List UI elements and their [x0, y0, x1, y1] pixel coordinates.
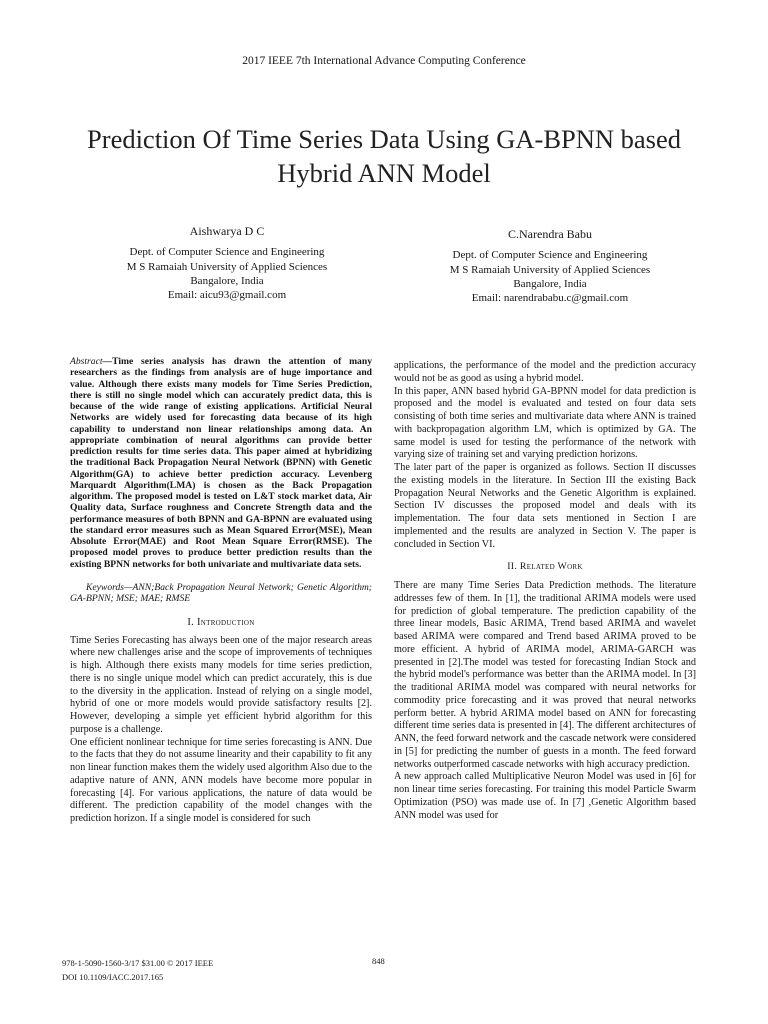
author-email: Email: narendrababu.c@gmail.com: [471, 292, 629, 305]
right-column: [394, 360, 696, 822]
author-department: Dept. of Computer Science and Engineering: [129, 246, 325, 259]
author-email: Email: aicu93@gmail.com: [167, 289, 287, 302]
footer-copyright: [62, 956, 213, 984]
keywords: Keywords—ANN;Back Propagation Neural Network; Genetic Algorithm; GA-BPNN; MSE; MAE; RMSE: [70, 581, 372, 605]
author-block-2: [395, 227, 705, 305]
intro-paragraph-3: applications, the performance of the model and the prediction accuracy would not be as good as using a hybrid model.: [394, 360, 696, 384]
author-department: Dept. of Computer Science and Engineering: [452, 249, 648, 262]
page-number: 848: [372, 956, 385, 966]
section-heading-introduction: I. Introduction: [187, 616, 255, 628]
author-university: M S Ramaiah University of Applied Sciences: [126, 260, 328, 273]
author-university: M S Ramaiah University of Applied Sciences: [449, 263, 651, 276]
author-name: Aishwarya D C: [189, 224, 265, 238]
paper-title: Prediction Of Time Series Data Using GA-BPNN based Hybrid ANN Model: [87, 124, 681, 188]
author-block-1: [77, 224, 377, 302]
abstract: [70, 356, 372, 570]
intro-paragraph-4: In this paper, ANN based hybrid GA-BPNN model for data prediction is proposed and the model is evaluated and tested on four data sets consisting of both time series and multivariate data where ANN is trained with backpropagation algorithm LM, which is optimized by GA. The same model is used for testing the performance of the network with varying size of training set and varying prediction horizons.: [394, 385, 696, 461]
footer-doi: DOI 10.1109/IACC.2017.165: [62, 972, 164, 982]
author-name: C.Narendra Babu: [508, 227, 592, 241]
author-location: Bangalore, India: [190, 274, 264, 287]
abstract-text: —Time series analysis has drawn the attention of many researchers as the findings from analysis are of huge importance and value. Although there exists many models for Time Series Prediction, there is still no single model which can accurately predict data, this is because of the wide range of existing applications. Artificial Neural Networks are widely used for forecasting data because of its high capability to understand non linear relationships among data. An appropriate combination of neural algorithms can provide better prediction results for time series data. This paper aimed at hybridizing the traditional Back Propagation Neural Network (BPNN) with Genetic Algorithm(GA) to achieve better prediction accuracy. Levenberg Marquardt Algorithm(LMA) is chosen as the Back Propagation algorithm. The proposed model is tested on L&T stock market data, Air Quality data, Surface roughness and Concrete Strength data and the performance measures of both BPNN and GA-BPNN are evaluated using the standard error measures such as Mean Squared Error(MSE), Mean Absolute Error(MAE) and Root Mean Square Error(RMSE). The proposed model proves to produce better prediction results than the existing BPNN networks for both univariate and multivariate data sets.: [70, 356, 372, 570]
intro-paragraph-5: The later part of the paper is organized as follows. Section II discusses the existing models in the literature. In Section III the existing Back Propagation Neural Networks and the Genetic Algorithm is explained. Section IV discusses the proposed model and deals with its implementation. The four data sets mentioned in Section I are implemented and the results are analyzed in Section V. The paper is concluded in Section VI.: [394, 462, 696, 550]
abstract-label: Abstract: [70, 356, 103, 367]
intro-paragraph-1: Time Series Forecasting has always been one of the major research areas where new challenges arise and the scope of improvements of techniques is high. Although there exists many models for time series prediction, there is no single unique model which can predict accurately, this is due to the diversity in the application. Instead of relying on a single model, hybrid of one or more models would provide satisfactory results [2]. However, developing a simple yet efficient hybrid algorithm for this purpose is a challenge.: [70, 634, 372, 735]
left-column: [70, 356, 372, 826]
author-location: Bangalore, India: [513, 277, 587, 290]
footer-isbn: 978-1-5090-1560-3/17 $31.00 © 2017 IEEE: [62, 958, 214, 968]
related-work-paragraph-1: There are many Time Series Data Prediction methods. The literature addresses few of them. In [1], the traditional ARIMA models were used for prediction of global temperature. The prediction capability of the three linear models, Basic ARIMA, Trend based ARIMA and wavelet based ARIMA were compared and Trend based ARIMA proved to be more efficient. A hybrid of ARIMA model, ARIMA-GARCH was presented in [2].The model was tested for forecasting Indian Stock and the hybrid model's performance was better than the ARIMA model. In [3] the traditional ARIMA model was compared with neural networks for commodity price forecasting and it was proved that neural networks perform better. A hybrid ARIMA model based on ANN for forecasting different time series data is presented in [4]. The different architectures of ANN, the feed forward network and the cascade network were considered in [5] for predicting the number of guests in a month. The feed forward networks outperformed cascade networks with high accuracy prediction.: [394, 580, 696, 770]
section-heading-related-work: II. Related Work: [507, 561, 583, 573]
related-work-paragraph-2: A new approach called Multiplicative Neuron Model was used in [6] for non linear time series forecasting. For training this model Particle Swarm Optimization (PSO) was made use of. In [7] ,Genetic Algorithm based ANN model was used for: [394, 771, 696, 821]
conference-header: 2017 IEEE 7th International Advance Computing Conference: [242, 55, 526, 67]
intro-paragraph-2: One efficient nonlinear technique for time series forecasting is ANN. Due to the facts that they do not assume linearity and their capability to fit any non linear function makes them the widely used algorithm Also due to the adaptive nature of ANN, ANN models have become more popular in forecasting [4]. For various applications, the nature of data would be different. The prediction capability of the model changes with the prediction horizon. If a single model is considered for such: [70, 736, 372, 824]
